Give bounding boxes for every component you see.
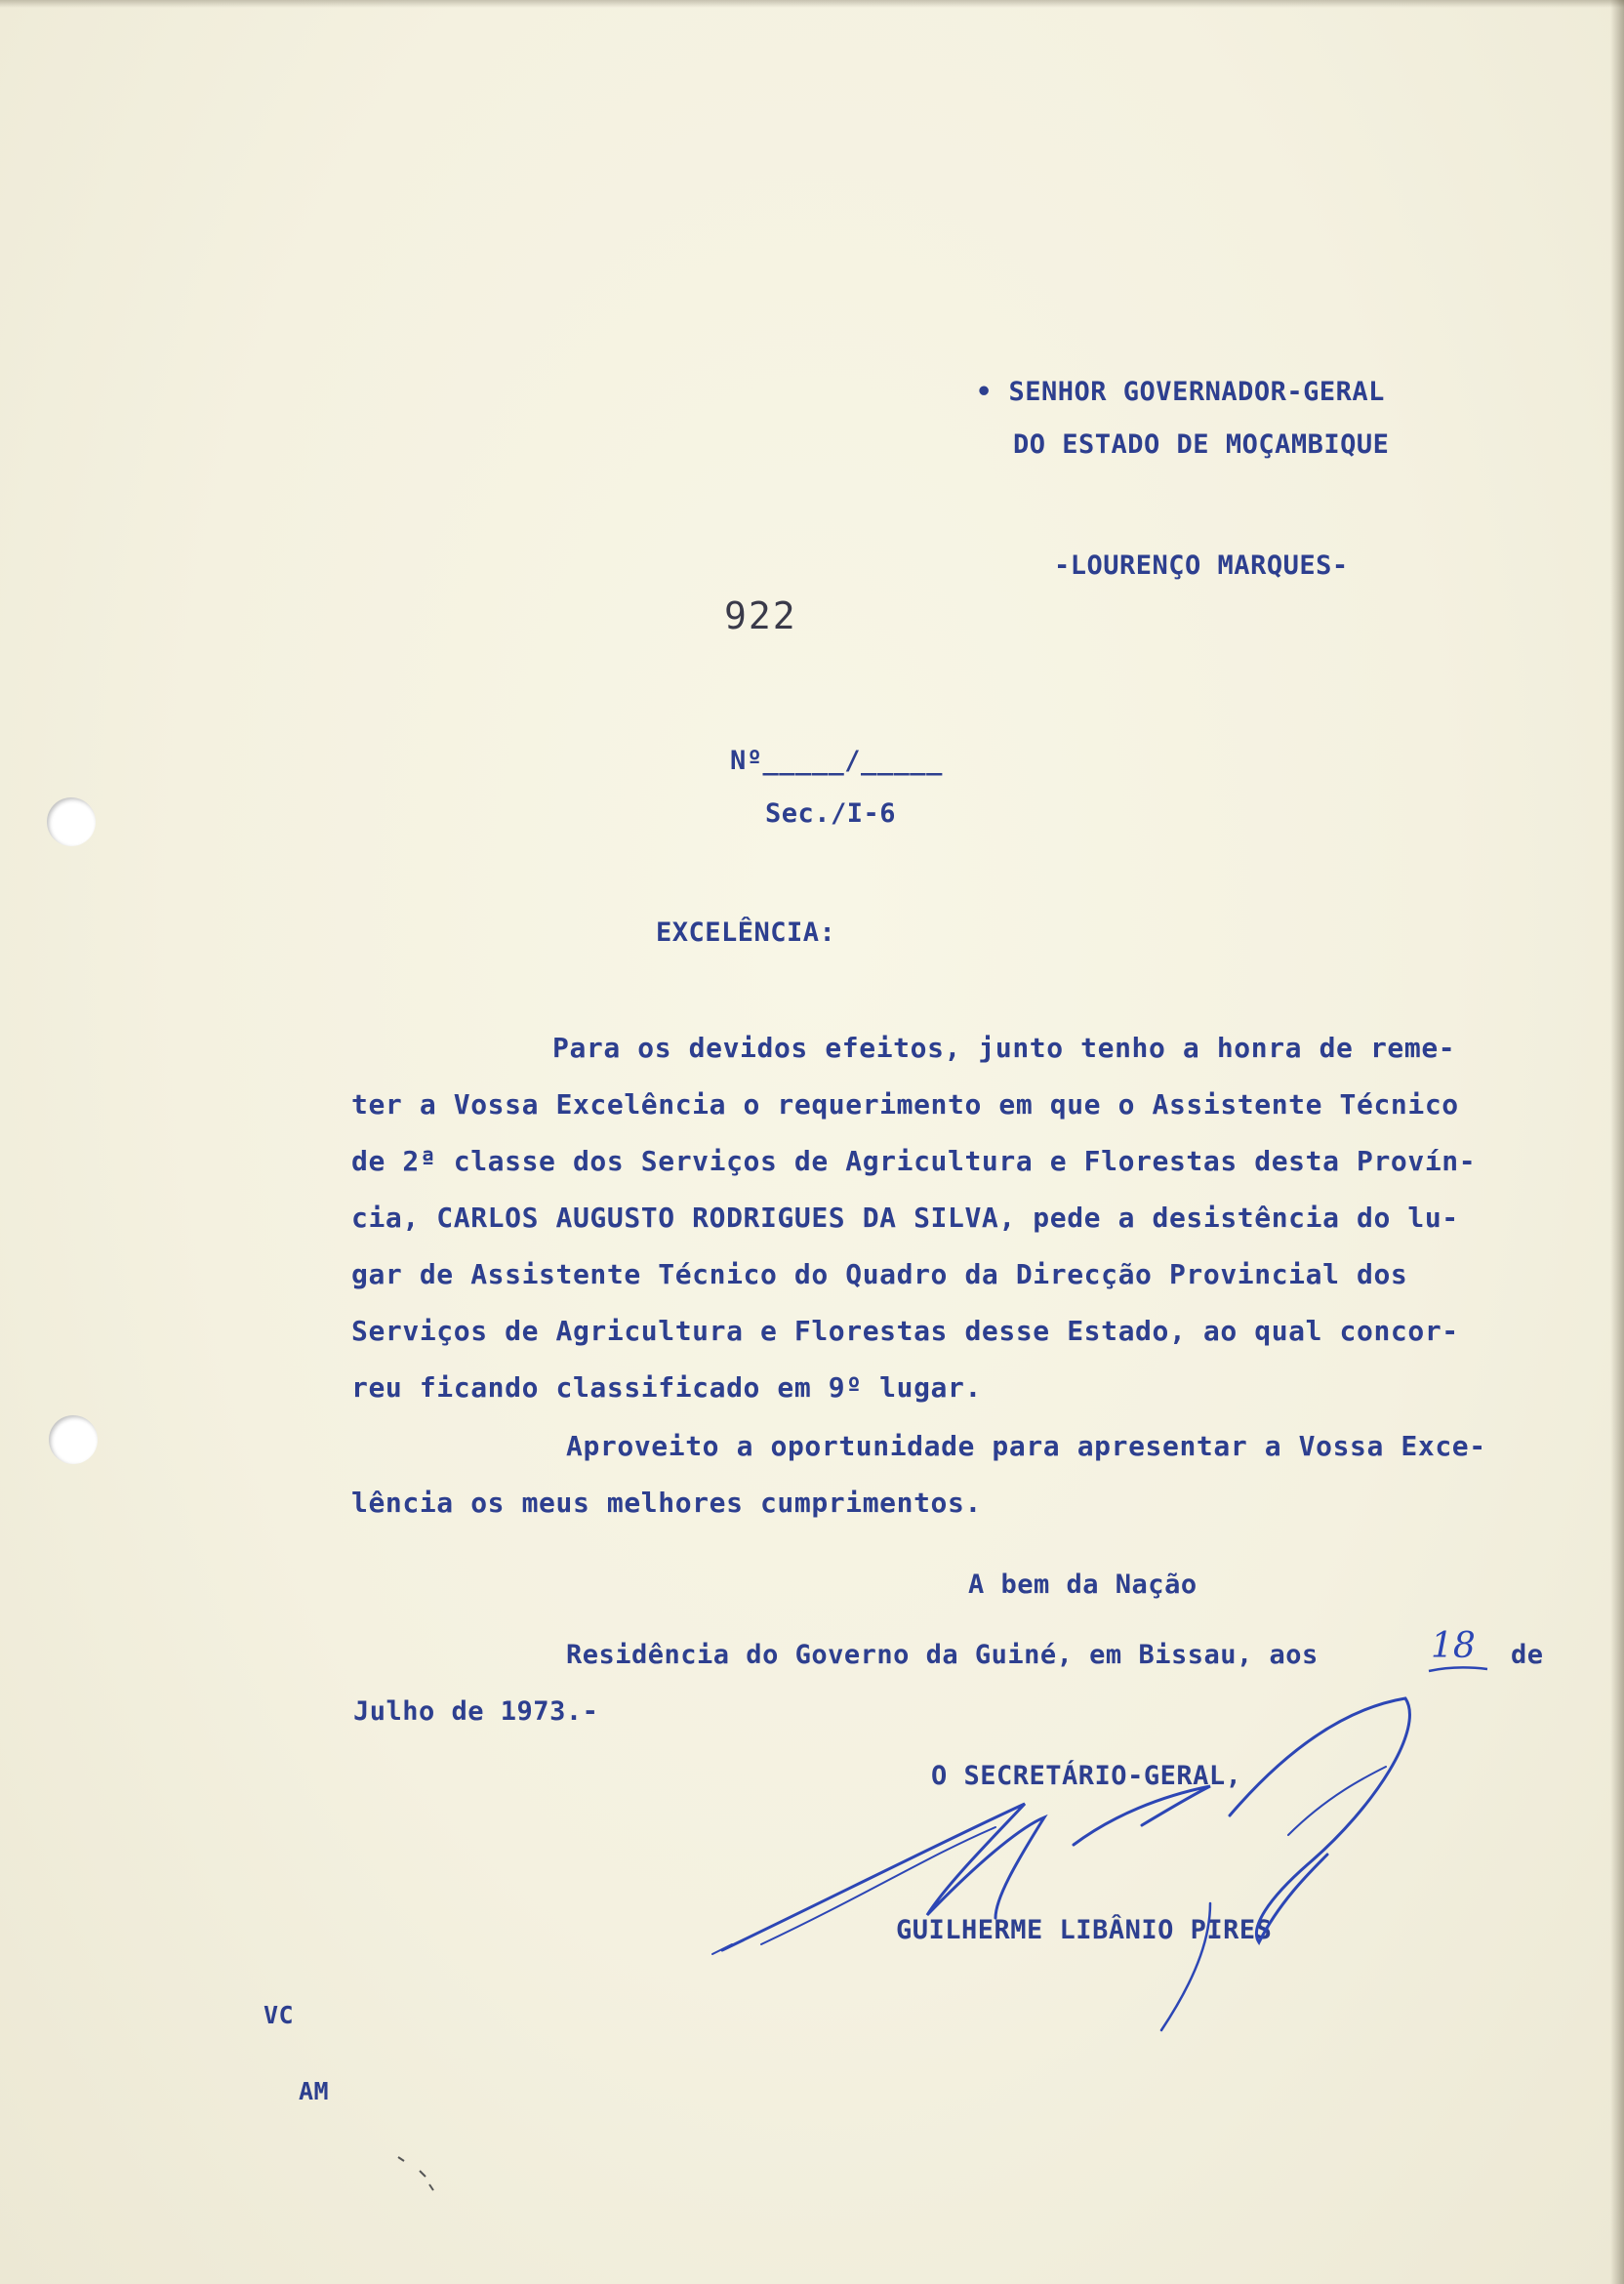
body-line: de 2ª classe dos Serviços de Agricultura e Florestas desta Provín-	[351, 1145, 1477, 1177]
handwritten-day: 18	[1431, 1626, 1476, 1666]
closing-motto: A bem da Nação	[968, 1570, 1198, 1600]
document-number: 922	[724, 594, 797, 637]
address-line-1: • SENHOR GOVERNADOR-GERAL	[976, 377, 1385, 407]
handwritten-signature	[703, 1689, 1444, 2040]
body-line: Para os devidos efeitos, junto tenho a honra de reme-	[552, 1032, 1456, 1064]
initials-vc: VC	[264, 2001, 295, 2029]
reference-number-line: Nº_____/_____	[730, 746, 943, 776]
body-line: Serviços de Agricultura e Florestas desse Estado, ao qual concor-	[351, 1315, 1459, 1347]
stray-mark	[394, 2151, 443, 2200]
body-line: ter a Vossa Excelência o requerimento em que o Assistente Técnico	[351, 1088, 1459, 1121]
reference-section: Sec./I-6	[765, 798, 897, 829]
body-line: lência os meus melhores cumprimentos.	[351, 1487, 982, 1519]
closing-date-line: Julho de 1973.-	[353, 1696, 599, 1727]
closing-place-suffix: de	[1511, 1640, 1544, 1670]
closing-place-line: Residência do Governo da Guiné, em Bissau, aos	[566, 1640, 1319, 1670]
right-edge-shadow	[1610, 0, 1624, 2284]
body-line: reu ficando classificado em 9º lugar.	[351, 1371, 982, 1404]
handwritten-day-underline	[1427, 1661, 1489, 1675]
body-line: cia, CARLOS AUGUSTO RODRIGUES DA SILVA, pede a desistência do lu-	[351, 1202, 1459, 1234]
punch-hole-upper	[47, 797, 96, 846]
signatory-name: GUILHERME LIBÂNIO PIRES	[896, 1915, 1273, 1945]
body-line: gar de Assistente Técnico do Quadro da Direcção Provincial dos	[351, 1258, 1408, 1290]
top-edge-shadow	[0, 0, 1624, 8]
punch-hole-lower	[49, 1415, 98, 1464]
initials-am: AM	[299, 2077, 330, 2105]
address-line-2: DO ESTADO DE MOÇAMBIQUE	[1013, 429, 1390, 460]
signatory-title: O SECRETÁRIO-GERAL,	[931, 1761, 1242, 1791]
body-line: Aproveito a oportunidade para apresentar a Vossa Exce-	[566, 1430, 1486, 1462]
salutation: EXCELÊNCIA:	[656, 918, 836, 948]
address-city: -LOURENÇO MARQUES-	[1054, 551, 1349, 581]
